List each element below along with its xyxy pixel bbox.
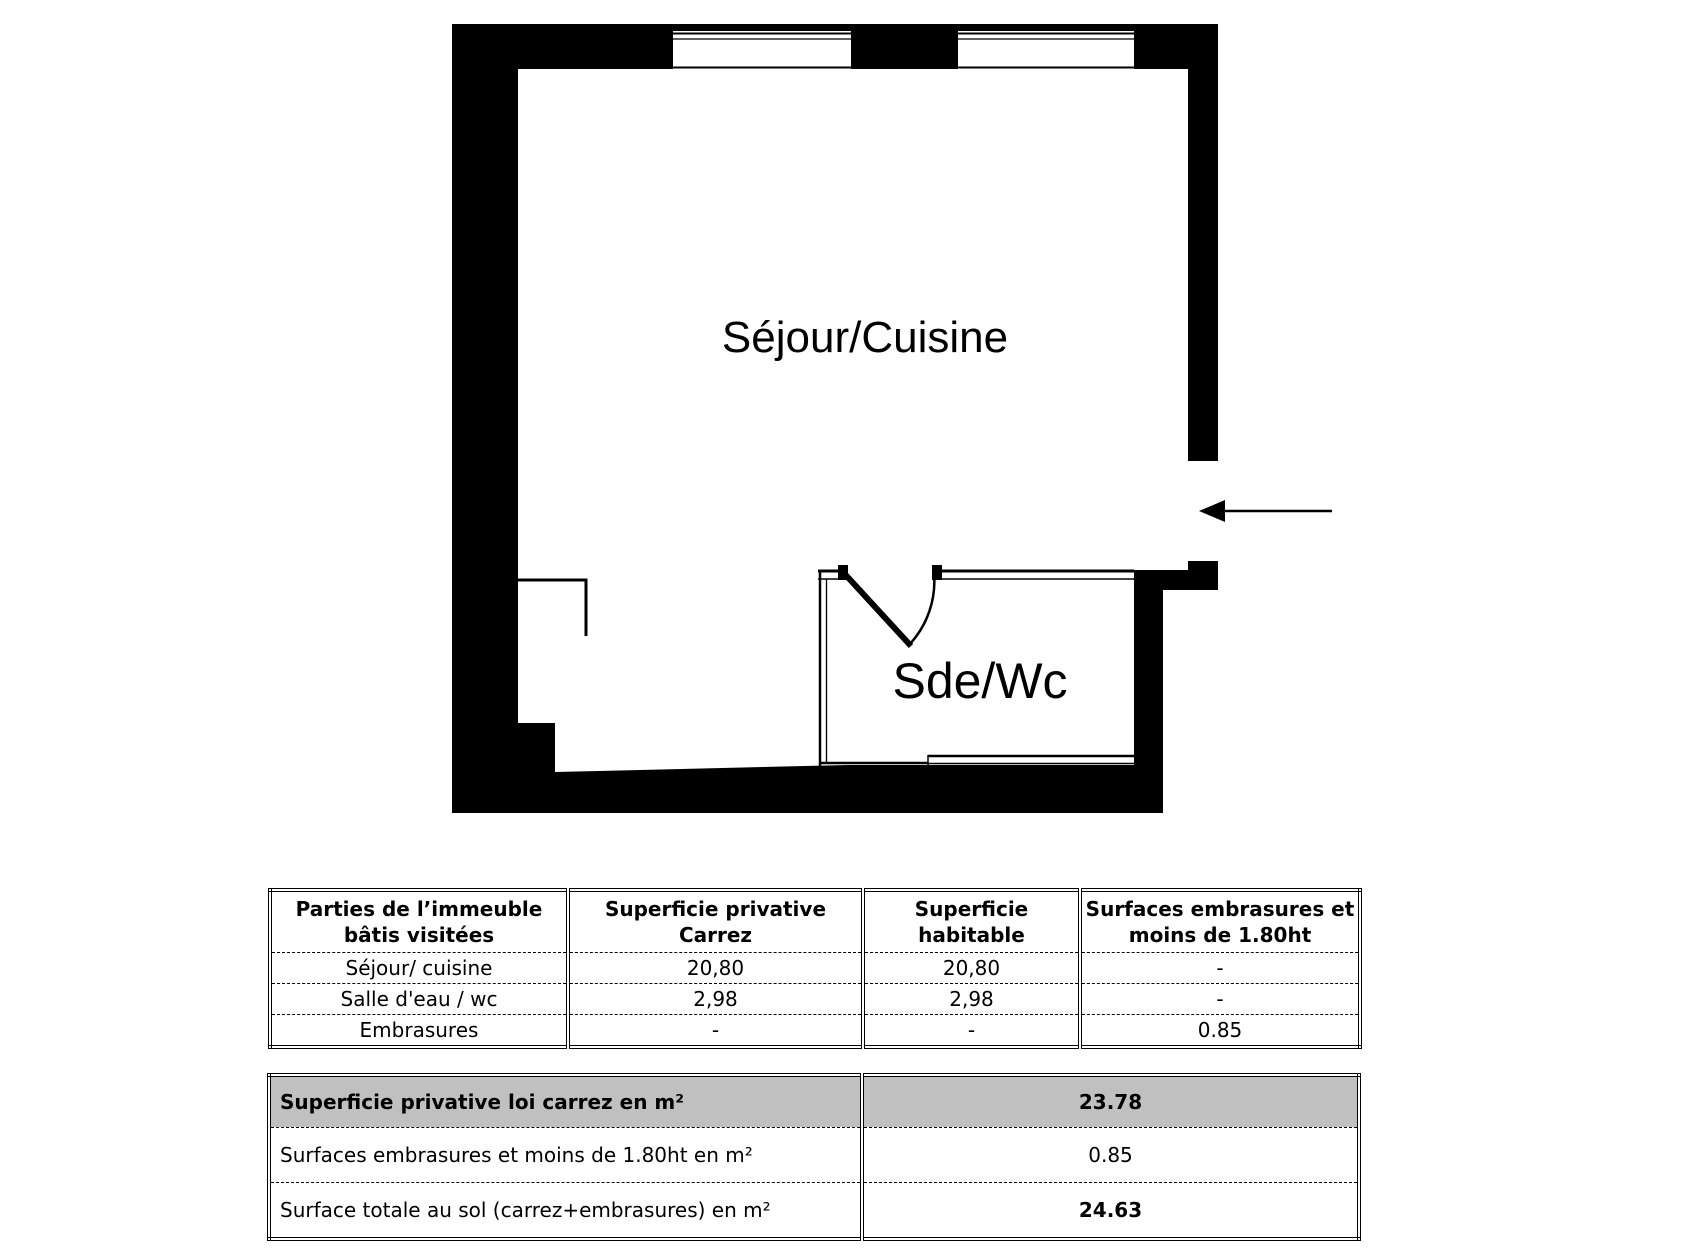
room-label-sde-wc: Sde/Wc: [892, 653, 1068, 709]
cell-carrez: -: [568, 1015, 863, 1048]
summary-label: Superficie privative loi carrez en m²: [280, 1090, 685, 1114]
window-symbol-right: [958, 31, 1134, 69]
cell-room: Séjour/ cuisine: [270, 953, 568, 984]
header-embrasures: Surfaces embrasures et moins de 1.80ht: [1080, 890, 1360, 953]
cell-carrez: 2,98: [568, 984, 863, 1015]
header-parties: Parties de l’immeuble bâtis visitées: [295, 897, 543, 947]
cell-room: Salle d'eau / wc: [270, 984, 568, 1015]
cell-embrasure: -: [1080, 953, 1360, 984]
summary-value: 24.63: [862, 1183, 1359, 1240]
summary-row-carrez: [269, 1075, 1359, 1128]
room-label-sejour-cuisine: Séjour/Cuisine: [721, 313, 1009, 362]
cell-embrasure: -: [1080, 984, 1360, 1015]
header-superficie-carrez: Superficie privative Carrez: [568, 890, 863, 953]
entrance-arrow-icon: [1199, 500, 1332, 522]
window-symbol-left: [673, 31, 851, 69]
door-swing: [838, 565, 942, 646]
surface-table: [268, 888, 1362, 1049]
summary-value: 0.85: [862, 1128, 1359, 1183]
table-row-sejour-cuisine: [270, 953, 1360, 984]
cell-habitable: -: [863, 1015, 1080, 1048]
cell-habitable: 20,80: [863, 953, 1080, 984]
summary-label: Surface totale au sol (carrez+embrasures) en m²: [269, 1183, 862, 1240]
table-row-embrasures: [270, 1015, 1360, 1048]
cell-habitable: 2,98: [863, 984, 1080, 1015]
cell-room: Embrasures: [270, 1015, 568, 1048]
summary-row-total: [269, 1183, 1359, 1240]
surface-table-header-row: [270, 890, 1360, 953]
summary-table: [267, 1073, 1361, 1241]
structural-walls: [452, 24, 1218, 813]
summary-label: Surfaces embrasures et moins de 1.80ht en m²: [269, 1128, 862, 1183]
wall-return: [518, 579, 586, 637]
cell-carrez: 20,80: [568, 953, 863, 984]
table-row-salle-eau: [270, 984, 1360, 1015]
header-superficie-habitable: Superficie habitable: [863, 890, 1080, 953]
summary-value: 23.78: [862, 1075, 1359, 1128]
cell-embrasure: 0.85: [1080, 1015, 1360, 1048]
summary-row-embrasures: [269, 1128, 1359, 1183]
